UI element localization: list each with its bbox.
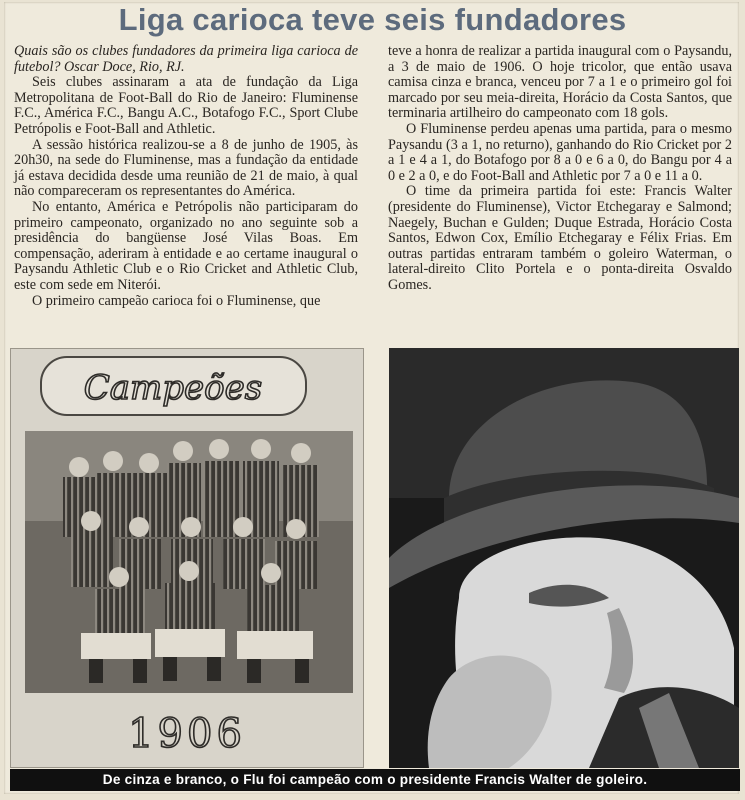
paragraph: Seis clubes assinaram a ata de fundação da Liga Metropolitana de Foot-Ball do Rio de Janeiro: Fluminense F.C., América F.C., Bangu A.C., Botafogo F.C., Sport Clube Petrópolis e Foot-Ball and Athletic.	[14, 74, 358, 137]
right-text-column	[388, 44, 732, 294]
portrait-photo	[389, 348, 739, 768]
paragraph: teve a honra de realizar a partida inaugural com o Paysandu, a 3 de maio de 1906. O hoje tricolor, que então usava camisa cinza e branca, venceu por 7 a 1 e o primeiro gol foi marcado por seu meia-direita, Horácio da Costa Santos, que terminaria artilheiro do campeonato com 18 gols.	[388, 43, 732, 122]
paragraph: O primeiro campeão carioca foi o Fluminense, que	[32, 292, 321, 309]
reader-question: Quais são os clubes fundadores da primeira liga carioca de futebol? Oscar Doce, Rio, RJ.	[14, 43, 358, 75]
paragraph: No entanto, América e Petrópolis não participaram do primeiro campeonato, organizado no ano seguinte sob a presidência do bangüense José Vilas Boas. Em compensação, aderiram à entidade e ao certame inaugural o Paysandu Athletic Club e o Rio Cricket and Athletic Club, este com sede em Niterói.	[14, 198, 358, 293]
photo-caption: De cinza e branco, o Flu foi campeão com o presidente Francis Walter de goleiro.	[10, 769, 740, 791]
left-text-column	[14, 44, 358, 309]
paragraph: O time da primeira partida foi este: Francis Walter (presidente do Fluminense), Victor Etchegaray e Salmond; Naegely, Buchan e Gulden; Duque Estrada, Horácio Costa Santos, Edwon Cox, Emílio Etchegaray e Félix Frias. Em outras partidas entraram também o goleiro Waterman, o lateral-direito Clito Portela e o ponta-direita Osvaldo Gomes.	[388, 183, 732, 293]
team-photo-1906	[10, 348, 364, 768]
banner-campeoes: Campeões	[83, 368, 263, 408]
paragraph: A sessão histórica realizou-se a 8 de junho de 1905, às 20h30, na sede do Fluminense, mas a fundação da entidade já estava decidida desde uma reunião de 21 de maio, à qual não compareceram os representantes do América.	[14, 136, 358, 200]
headline: Liga carioca teve seis fundadores	[118, 2, 627, 37]
paragraph: O Fluminense perdeu apenas uma partida, para o mesmo Paysandu (3 a 1, no returno), ganhando do Rio Cricket por 2 a 1 e 4 a 1, do Botafogo por 8 a 0 e 6 a 0, do Bangu por 4 a 0 e 2 a 0, e do Foot-Ball and Athletic por 7 a 0 e 11 a 0.	[388, 120, 732, 184]
year-1906: 1906	[128, 711, 246, 757]
